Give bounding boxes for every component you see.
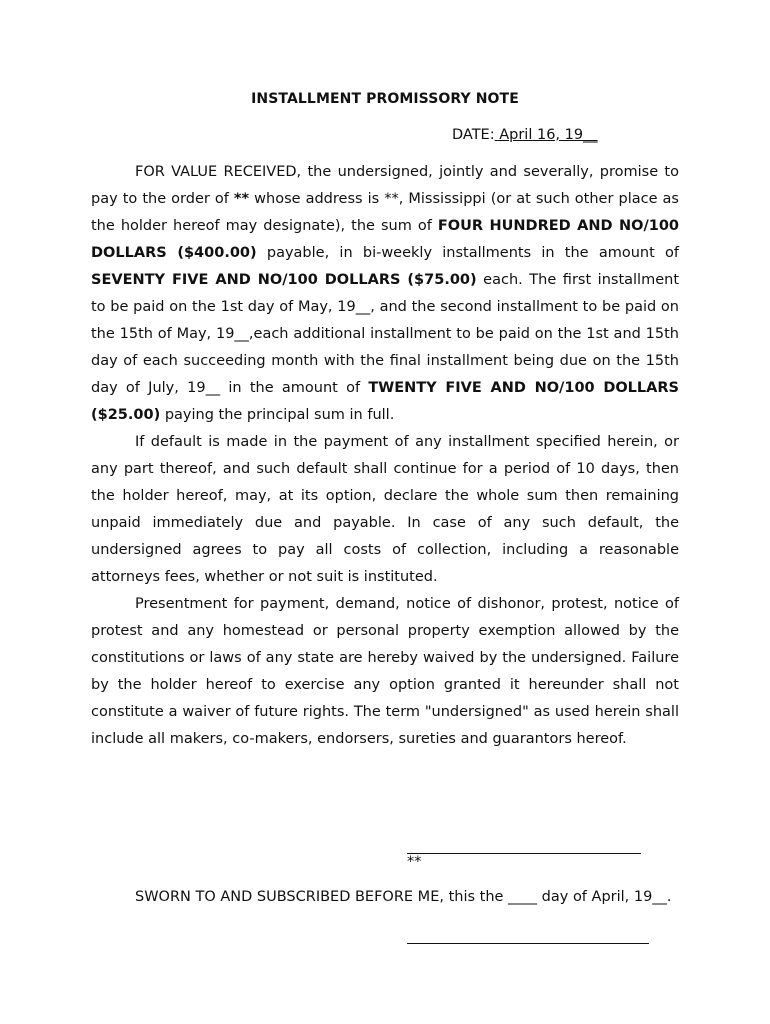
paragraph-terms-text-3: payable, in bi-weekly installments in the amount of: [256, 245, 679, 261]
payee-placeholder: **: [233, 191, 250, 207]
date-line: [452, 127, 598, 143]
date-value: April 16, 19__: [494, 127, 598, 143]
paragraph-terms: [91, 159, 679, 429]
sworn-statement: SWORN TO AND SUBSCRIBED BEFORE ME, this the ____ day of April, 19__.: [135, 889, 672, 905]
note-body: [91, 159, 679, 753]
paragraph-terms-text-1: FOR VALUE RECEIVED, the undersigned, jointly and severally, promise to pay to the order of: [91, 164, 679, 207]
installment-amount: SEVENTY FIVE AND NO/100 DOLLARS ($75.00): [91, 272, 477, 288]
paragraph-default: If default is made in the payment of any installment specified herein, or any part thereof, and such default shall continue for a period of 10 days, then the holder hereof, may, at its option, declare the whole sum then remaining unpaid immediately due and payable. In case of any such default, the undersigned agrees to pay all costs of collection, including a reasonable attorneys fees, whether or not suit is instituted.: [91, 434, 679, 585]
date-label: DATE:: [452, 127, 495, 143]
signer-name: **: [407, 854, 422, 870]
document-title: INSTALLMENT PROMISSORY NOTE: [251, 91, 519, 107]
signature-line: [407, 853, 641, 854]
final-installment-amount: TWENTY FIVE AND NO/100 DOLLARS ($25.00): [91, 380, 679, 423]
paragraph-terms-text-4: each. The first installment to be paid on the 1st day of May, 19__, and the second installment to be paid on the 15th of May, 19__,each additional installment to be paid on the 1st and 15th day of each succeeding month with the final installment being due on the 15th day of July, 19__ in the amount of: [91, 272, 680, 396]
paragraph-terms-text-2: whose address is **, Mississippi (or at such other place as the holder hereof may designate), the sum of: [91, 191, 679, 234]
paragraph-waiver: Presentment for payment, demand, notice of dishonor, protest, notice of protest and any homestead or personal property exemption allowed by the constitutions or laws of any state are hereby waived by the undersigned. Failure by the holder hereof to exercise any option granted it hereunder shall not constitute a waiver of future rights. The term "undersigned" as used herein shall include all makers, co-makers, endorsers, sureties and guarantors hereof.: [91, 596, 679, 747]
notary-signature-line: [407, 943, 649, 944]
principal-amount: FOUR HUNDRED AND NO/100 DOLLARS ($400.00): [91, 218, 680, 261]
paragraph-terms-text-5: paying the principal sum in full.: [160, 407, 395, 423]
